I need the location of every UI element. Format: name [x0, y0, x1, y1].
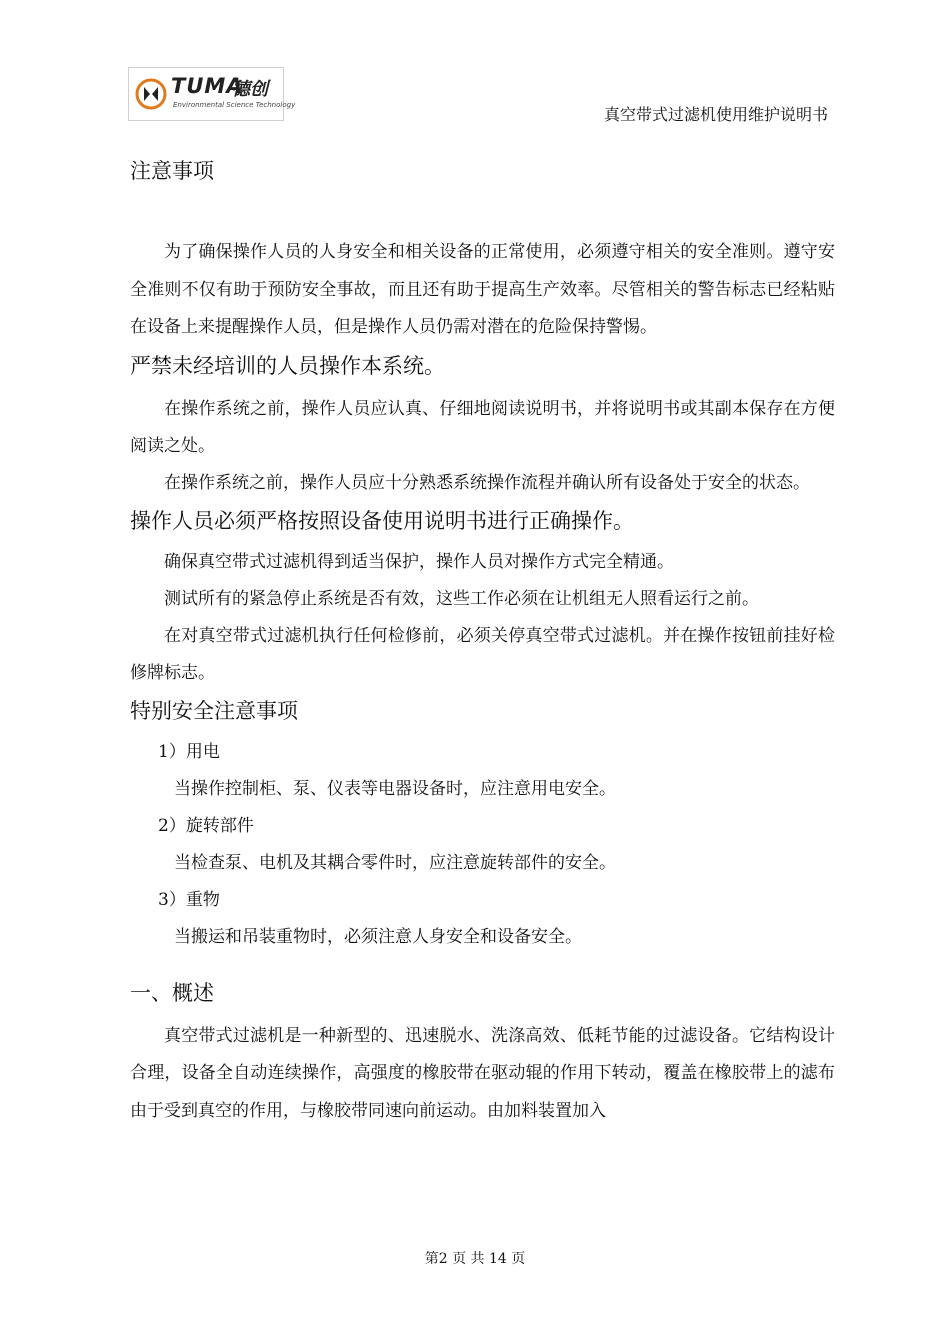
special-heading: 特别安全注意事项: [130, 698, 298, 723]
logo-emblem-icon: [135, 78, 167, 110]
special-item-body: 当操作控制柜、泵、仪表等电器设备时，应注意用电安全。: [174, 778, 616, 799]
special-item-body: 当检查泵、电机及其耦合零件时，应注意旋转部件的安全。: [174, 852, 616, 873]
special-item-label: 2）旋转部件: [158, 815, 254, 836]
overview-paragraph: 真空带式过滤机是一种新型的、迅速脱水、洗涤高效、低耗节能的过滤设备。它结构设计合理，设备全自动连续操作，高强度的橡胶带在驱动辊的作用下转动，覆盖在橡胶带上的滤布由于受到真空的作用，与橡胶带同速向前运动。由加料装置加入: [130, 1025, 835, 1121]
rule2-paragraph-1: 确保真空带式过滤机得到适当保护，操作人员对操作方式完全精通。: [164, 551, 674, 572]
logo-tagline: Environmental Science Technology: [173, 101, 296, 109]
notes-heading: 注意事项: [130, 159, 214, 183]
rule1-paragraph-2: 在操作系统之前，操作人员应十分熟悉系统操作流程并确认所有设备处于安全的状态。: [164, 472, 810, 493]
page-number: 第2 页 共 14 页: [424, 1251, 526, 1267]
special-item-label: 3）重物: [158, 889, 220, 910]
document-title: 真空带式过滤机使用维护说明书: [603, 105, 828, 124]
company-logo: [128, 67, 296, 121]
logo-wordmark: TUMA: [171, 74, 244, 98]
rule2-heading: 操作人员必须严格按照设备使用说明书进行正确操作。: [130, 508, 634, 533]
special-item-body: 当搬运和吊装重物时，必须注意人身安全和设备安全。: [174, 926, 582, 947]
page-content: [130, 154, 835, 1130]
logo-chinese-name: 德创: [232, 79, 268, 100]
rule1-heading: 严禁未经培训的人员操作本系统。: [130, 353, 445, 378]
special-item-label: 1）用电: [158, 741, 220, 762]
rule2-paragraph-2: 测试所有的紧急停止系统是否有效，这些工作必须在让机组无人照看运行之前。: [164, 588, 759, 609]
rule2-paragraph-3: 在对真空带式过滤机执行任何检修前，必须关停真空带式过滤机。并在操作按钮前挂好检修牌标志。: [130, 625, 835, 683]
notes-intro-paragraph: 为了确保操作人员的人身安全和相关设备的正常使用，必须遵守相关的安全准则。遵守安全准则不仅有助于预防安全事故，而且还有助于提高生产效率。尽管相关的警告标志已经粘贴在设备上来提醒操作人员，但是操作人员仍需对潜在的危险保持警惕。: [130, 242, 835, 337]
overview-heading: 一、概述: [130, 980, 214, 1005]
rule1-paragraph-1: 在操作系统之前，操作人员应认真、仔细地阅读说明书，并将说明书或其副本保存在方便阅读之处。: [130, 398, 835, 456]
